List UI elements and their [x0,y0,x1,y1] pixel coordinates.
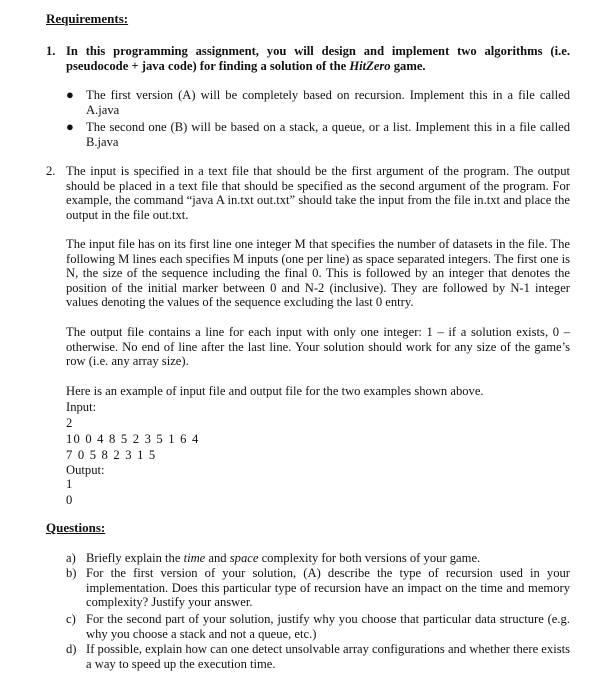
question-d-letter: d) [66,642,77,656]
output-line-1: 1 [66,477,73,491]
questions-heading: Questions: [46,520,106,535]
bullet-item-a: The first version (A) will be completely based on recursion. Implement this in a file called A.java [86,88,570,117]
question-d-text: If possible, explain how can one detect unsolvable array configurations and whether there exists a way to speed up the execution time. [86,642,570,671]
item-2-paragraph-3: The output file contains a line for each input with only one integer: 1 – if a solution exists, 0 – otherwise. No end of line after the last line. Your solution should work for any size of the game’s row (i.e. any array size). [66,325,570,369]
output-label: Output: [66,463,105,477]
input-line-2: 10 0 4 8 5 2 3 5 1 6 4 [66,432,200,446]
item-2-paragraph-1: The input is specified in a text file that should be the first argument of the program. The output should be placed in a text file that should be specified as the second argument of the program. For example, the command “java A in.txt out.txt” should take the input from the file in.txt and place the output in the file out.txt. [66,164,570,222]
question-b-letter: b) [66,566,77,580]
input-label: Input: [66,400,97,414]
item-2-paragraph-4: Here is an example of input file and output file for the two examples shown above. [66,384,484,398]
bullet-icon: ● [66,87,74,102]
requirements-heading: Requirements: [46,11,129,26]
bullet-item-b: The second one (B) will be based on a stack, a queue, or a list. Implement this in a file called B.java [86,120,570,149]
input-line-3: 7 0 5 8 2 3 1 5 [66,448,157,462]
item-2-paragraph-2: The input file has on its first line one integer M that specifies the number of datasets in the file. The following M lines each specifies M inputs (one per line) as space separated integers. The first one is N, the size of the sequence including the final 0. This is followed by an integer that denotes the position of the initial marker between 0 and N-2 (inclusive). They are followed by N-1 integer values denoting the values of the sequence excluding the last 0 entry. [66,237,570,310]
question-c-letter: c) [66,612,76,626]
question-a-text: Briefly explain the time and space complexity for both versions of your game. [86,551,481,565]
bullet-icon: ● [66,119,74,134]
question-a-letter: a) [66,551,76,565]
item-1-text: In this programming assignment, you will design and implement two algorithms (i.e. pseudocode + java code) for finding a solution of the HitZero game. [66,44,570,73]
question-b-text: For the first version of your solution, (A) describe the type of recursion used in your implementation. Does this particular type of recursion have an impact on the time and memory complexity? Justify your answer. [86,566,570,610]
item-2-number: 2. [46,164,56,178]
game-name: HitZero [349,58,391,73]
item-1-number: 1. [46,44,56,58]
question-c-text: For the second part of your solution, justify why you choose that particular data structure (e.g. why you choose a stack and not a queue, etc.) [86,612,570,641]
input-line-1: 2 [66,416,73,430]
output-line-2: 0 [66,493,73,507]
